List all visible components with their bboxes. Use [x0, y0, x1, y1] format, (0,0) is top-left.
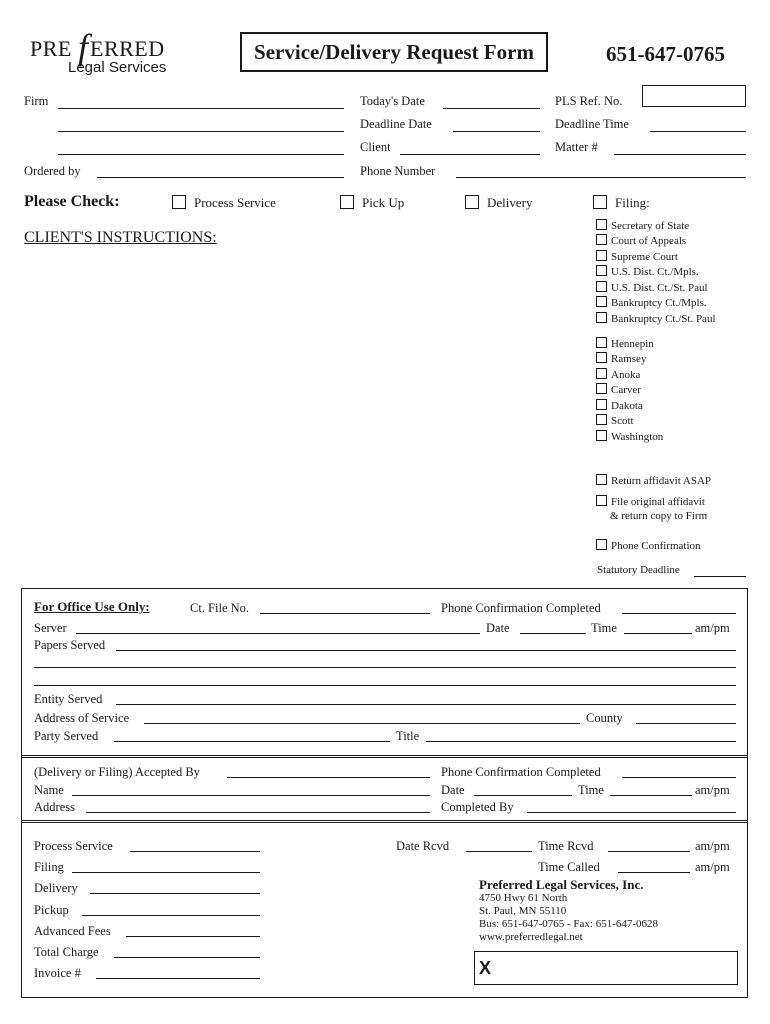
delivery-date-field[interactable] — [474, 795, 572, 796]
time-called-field[interactable] — [618, 872, 690, 873]
phone-conf-completed-label: Phone Confirmation Completed — [441, 601, 601, 615]
phone-conf-completed-2-field[interactable] — [622, 777, 736, 778]
entity-served-field[interactable] — [116, 704, 736, 705]
completed-by-label: Completed By — [441, 800, 514, 814]
checkbox-icon — [596, 234, 607, 245]
bill-invoice-field[interactable] — [96, 978, 260, 979]
server-field[interactable] — [76, 633, 480, 634]
firm-label: Firm — [24, 94, 49, 108]
office-divider-2 — [22, 820, 747, 823]
checkbox-icon — [596, 250, 607, 261]
checkbox-icon — [596, 539, 607, 550]
time-rcvd-ampm: am/pm — [695, 839, 730, 853]
party-title-label: Title — [396, 729, 420, 743]
date-rcvd-label: Date Rcvd — [396, 839, 450, 853]
checkbox-icon — [596, 383, 607, 394]
bill-advanced-fees-field[interactable] — [126, 936, 260, 937]
bill-process-service-label: Process Service — [34, 839, 113, 853]
time-called-label: Time Called — [538, 860, 600, 874]
server-label: Server — [34, 621, 67, 635]
name-field[interactable] — [72, 795, 430, 796]
filing-court-label: U.S. Dist. Ct./St. Paul — [611, 282, 708, 294]
check-delivery[interactable] — [465, 195, 532, 211]
client-field[interactable] — [400, 154, 540, 155]
client-instructions-area[interactable] — [24, 250, 584, 575]
check-process-service-label: Process Service — [194, 195, 276, 210]
company-web: www.preferredlegal.net — [479, 931, 583, 943]
accepted-by-label: (Delivery or Filing) Accepted By — [34, 765, 200, 779]
phone-number-field[interactable] — [456, 177, 746, 178]
phone-confirmation-label: Phone Confirmation — [611, 540, 701, 552]
checkbox-icon — [596, 430, 607, 441]
checkbox-icon — [172, 195, 186, 209]
papers-served-field-2[interactable] — [34, 667, 736, 668]
bill-pickup-field[interactable] — [82, 915, 260, 916]
bill-total-charge-field[interactable] — [114, 957, 260, 958]
matter-field[interactable] — [614, 154, 746, 155]
logo-erred: ERRED — [90, 36, 165, 61]
date-rcvd-field[interactable] — [466, 851, 532, 852]
company-phones: Bus: 651-647-0765 - Fax: 651-647-0628 — [479, 918, 659, 930]
phone-number-label: Phone Number — [360, 164, 436, 178]
logo-subtitle: Legal Services — [68, 59, 167, 76]
filing-court-0[interactable] — [596, 219, 689, 233]
bill-filing-label: Filing — [34, 860, 64, 874]
office-divider-1 — [22, 755, 747, 758]
papers-served-field-3[interactable] — [34, 685, 736, 686]
checkbox-icon — [596, 352, 607, 363]
address-of-service-label: Address of Service — [34, 711, 130, 725]
checkbox-icon — [596, 414, 607, 425]
office-use-heading: For Office Use Only: — [34, 599, 150, 614]
party-served-field[interactable] — [114, 741, 390, 742]
bill-delivery-field[interactable] — [90, 893, 260, 894]
filing-court-1[interactable] — [596, 234, 686, 248]
bill-process-service-field[interactable] — [130, 851, 260, 852]
ordered-by-field[interactable] — [97, 177, 344, 178]
delivery-time-field[interactable] — [610, 795, 692, 796]
logo-pre: PRE — [30, 36, 72, 61]
todays-date-field[interactable] — [443, 108, 540, 109]
checkbox-icon — [596, 337, 607, 348]
server-time-label: Time — [591, 621, 617, 635]
filing-court-label: U.S. Dist. Ct./Mpls. — [611, 266, 699, 278]
return-affidavit-asap[interactable] — [596, 474, 711, 488]
bill-delivery-label: Delivery — [34, 881, 78, 895]
party-served-label: Party Served — [34, 729, 99, 743]
party-title-field[interactable] — [426, 741, 736, 742]
bill-filing-field[interactable] — [72, 872, 260, 873]
check-process-service[interactable] — [172, 195, 276, 211]
filing-court-label: Supreme Court — [611, 251, 678, 263]
checkbox-icon — [596, 474, 607, 485]
checkbox-icon — [596, 368, 607, 379]
filing-county-3[interactable] — [596, 383, 641, 397]
check-delivery-label: Delivery — [487, 195, 533, 210]
file-original-affidavit[interactable] — [596, 495, 705, 509]
phone-confirmation[interactable] — [596, 539, 701, 553]
address-field[interactable] — [86, 812, 430, 813]
deadline-time-field[interactable] — [650, 131, 746, 132]
bill-total-charge-label: Total Charge — [34, 945, 99, 959]
todays-date-label: Today's Date — [360, 94, 425, 108]
return-affidavit-label: Return affidavit ASAP — [611, 475, 712, 487]
filing-court-3[interactable] — [596, 265, 699, 279]
papers-served-label: Papers Served — [34, 638, 106, 652]
file-original-label-1: File original affidavit — [611, 496, 705, 508]
deadline-date-label: Deadline Date — [360, 117, 432, 131]
filing-court-2[interactable] — [596, 250, 678, 264]
firm-field-3[interactable] — [58, 154, 344, 155]
firm-field-2[interactable] — [58, 131, 344, 132]
ct-file-no-label: Ct. File No. — [190, 601, 250, 615]
bill-pickup-label: Pickup — [34, 903, 69, 917]
checkbox-icon — [596, 219, 607, 230]
county-label: County — [586, 711, 623, 725]
header-phone: 651-647-0765 — [606, 42, 725, 66]
address-of-service-field[interactable] — [144, 723, 580, 724]
filing-county-label: Washington — [611, 431, 664, 443]
filing-court-label: Bankruptcy Ct./Mpls. — [611, 297, 707, 309]
client-label: Client — [360, 140, 391, 154]
delivery-time-label: Time — [578, 783, 604, 797]
check-pick-up-label: Pick Up — [362, 195, 405, 210]
filing-county-5[interactable] — [596, 414, 634, 428]
filing-court-4[interactable] — [596, 281, 708, 295]
check-pick-up[interactable] — [340, 195, 404, 211]
delivery-date-label: Date — [441, 783, 465, 797]
bill-invoice-label: Invoice # — [34, 966, 81, 980]
server-date-label: Date — [486, 621, 510, 635]
filing-county-label: Scott — [611, 415, 634, 427]
deadline-time-label: Deadline Time — [555, 117, 629, 131]
checkbox-icon — [596, 312, 607, 323]
file-original-affidavit-line2: & return copy to Firm — [610, 510, 708, 522]
filing-court-label: Bankruptcy Ct./St. Paul — [611, 313, 716, 325]
filing-county-label: Carver — [611, 384, 641, 396]
checkbox-icon — [596, 495, 607, 506]
checkbox-icon — [596, 281, 607, 292]
checkbox-icon — [596, 296, 607, 307]
company-name: Preferred Legal Services, Inc. — [479, 877, 644, 892]
firm-field-1[interactable] — [58, 108, 344, 109]
check-filing-label: Filing: — [615, 195, 650, 210]
statutory-deadline-field[interactable] — [694, 576, 746, 577]
filing-county-0[interactable] — [596, 337, 654, 351]
filing-court-5[interactable] — [596, 296, 707, 310]
company-street: 4750 Hwy 61 North — [479, 892, 568, 904]
filing-court-label: Court of Appeals — [611, 235, 687, 247]
check-filing[interactable] — [593, 195, 650, 211]
deadline-date-field[interactable] — [453, 131, 540, 132]
filing-county-label: Hennepin — [611, 338, 654, 350]
client-instructions-heading: CLIENT'S INSTRUCTIONS: — [24, 229, 217, 246]
pls-ref-box[interactable] — [642, 85, 746, 107]
time-rcvd-field[interactable] — [608, 851, 690, 852]
address-label: Address — [34, 800, 75, 814]
please-check-heading: Please Check: — [24, 193, 120, 210]
checkbox-icon — [596, 265, 607, 276]
filing-county-6[interactable] — [596, 430, 663, 444]
delivery-ampm: am/pm — [695, 783, 730, 797]
form-title: Service/Delivery Request Form — [254, 40, 534, 64]
entity-served-label: Entity Served — [34, 692, 103, 706]
signature-box[interactable] — [474, 951, 738, 985]
logo — [30, 27, 210, 80]
matter-label: Matter # — [555, 140, 598, 154]
filing-county-1[interactable] — [596, 352, 646, 366]
checkbox-icon — [596, 399, 607, 410]
papers-served-field-1[interactable] — [116, 650, 736, 651]
checkbox-icon — [465, 195, 479, 209]
checkbox-icon — [340, 195, 354, 209]
accepted-by-field[interactable] — [227, 777, 430, 778]
form-title-box — [240, 32, 548, 72]
completed-by-field[interactable] — [527, 812, 736, 813]
filing-court-6[interactable] — [596, 312, 716, 326]
statutory-deadline-label: Statutory Deadline — [597, 564, 680, 576]
filing-county-4[interactable] — [596, 399, 643, 413]
pls-ref-label: PLS Ref. No. — [555, 94, 623, 108]
company-city: St. Paul, MN 55110 — [479, 905, 567, 917]
filing-county-label: Anoka — [611, 369, 641, 381]
logo-f: f — [78, 27, 89, 67]
server-time-field[interactable] — [624, 633, 692, 634]
server-date-field[interactable] — [520, 633, 586, 634]
filing-court-label: Secretary of State — [611, 220, 690, 232]
time-called-ampm: am/pm — [695, 860, 730, 874]
phone-conf-completed-2-label: Phone Confirmation Completed — [441, 765, 601, 779]
county-field[interactable] — [636, 723, 736, 724]
server-ampm: am/pm — [695, 621, 730, 635]
checkbox-icon — [593, 195, 607, 209]
signature-mark: X — [479, 958, 492, 978]
filing-county-label: Ramsey — [611, 353, 647, 365]
ct-file-no-field[interactable] — [260, 613, 430, 614]
phone-conf-completed-field[interactable] — [622, 613, 736, 614]
filing-county-2[interactable] — [596, 368, 640, 382]
name-label: Name — [34, 783, 64, 797]
bill-advanced-fees-label: Advanced Fees — [34, 924, 111, 938]
filing-county-label: Dakota — [611, 400, 643, 412]
ordered-by-label: Ordered by — [24, 164, 81, 178]
time-rcvd-label: Time Rcvd — [538, 839, 594, 853]
